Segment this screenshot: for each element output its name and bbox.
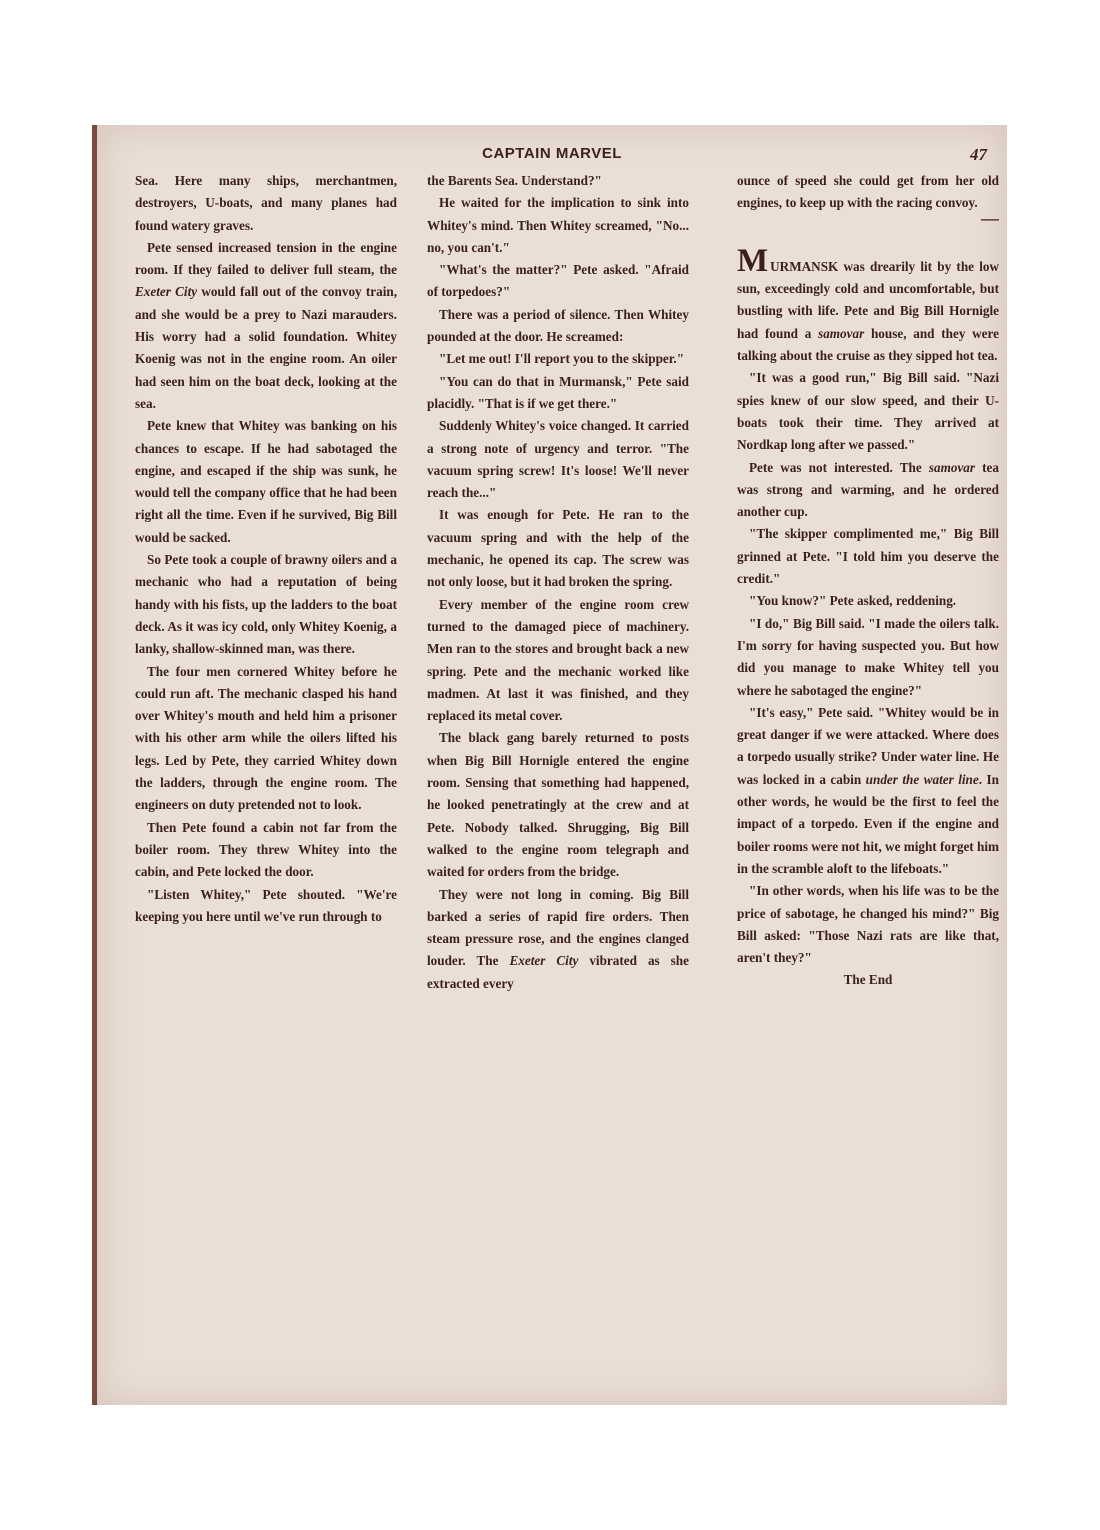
paragraph: He waited for the implication to sink into Whitey's mind. Then Whitey screamed, "No... no, you can't." [427, 195, 689, 255]
paragraph: Pete sensed increased tension in the engine room. If they failed to deliver full steam, the Exeter City would fall out of the convoy train, and she would be a prey to Nazi marauders. His worry had a solid foundation. Whitey Koenig was not in the engine room. An oiler had seen him on the boat deck, looking at the sea. [135, 239, 397, 411]
paragraph: "Listen Whitey," Pete shouted. "We're keeping you here until we've run through to [135, 886, 397, 924]
paragraph: The black gang barely returned to posts when Big Bill Hornigle entered the engine room. Sensing that something had happened, he looked penetratingly at the crew and at Pete. Nobody talked. Shrugging, Big Bill walked to the engine room telegraph and waited for orders from the bridge. [427, 730, 689, 880]
ship-name: Exeter City [135, 284, 198, 300]
paragraph: Pete was not interested. The samovar tea was strong and warming, and he ordered another cup. [737, 459, 999, 520]
ship-name: Exeter City [509, 953, 579, 969]
paragraph: "What's the matter?" Pete asked. "Afraid of torpedoes?" [427, 262, 689, 300]
magazine-page [92, 125, 1007, 1405]
paragraph: Pete knew that Whitey was banking on his chances to escape. If he had sabotaged the engine, and escaped if the ship was sunk, he would tell the company office that he had been right all the time. Even if he survived, Big Bill would be sacked. [135, 418, 397, 545]
paragraph: Sea. Here many ships, merchantmen, destroyers, U-boats, and many planes had found watery graves. [135, 173, 397, 233]
paragraph: "I do," Big Bill said. "I made the oilers talk. I'm sorry for having suspected you. But how did you manage to make Whitey tell you where he sabotaged the engine?" [737, 615, 999, 698]
paragraph: "You can do that in Murmansk," Pete said placidly. "That is if we get there." [427, 373, 689, 411]
paragraph: Every member of the engine room crew turned to the damaged piece of machinery. Men ran to the stores and brought back a new spring. Pete and the mechanic worked like madmen. At last it was finished, and they replaced its metal cover. [427, 596, 689, 724]
paragraph: "The skipper complimented me," Big Bill grinned at Pete. "I told him you deserve the credit." [737, 526, 999, 587]
text-column-1 [135, 170, 397, 1380]
paragraph: "Let me out! I'll report you to the skipper." [439, 351, 685, 367]
running-title: CAPTAIN MARVEL [482, 145, 622, 162]
the-end: The End [843, 972, 893, 988]
paragraph: the Barents Sea. Understand?" [427, 173, 602, 188]
paragraph: ounce of speed she could get from her old engines, to keep up with the racing convoy. [737, 173, 999, 211]
paragraph: So Pete took a couple of brawny oilers and a mechanic who had a reputation of being handy with his fists, up the ladders to the boat deck. As it was icy cold, only Whitey Koenig, a lanky, shallow-skinned man, was there. [135, 552, 397, 657]
paragraph: "It was a good run," Big Bill said. "Nazi spies knew of our slow speed, and their U-boats took their time. They arrived at Nordkap long after we passed." [737, 370, 999, 453]
paragraph: It was enough for Pete. He ran to the vacuum spring and with the help of the mechanic, he opened its cap. The screw was not only loose, but it had broken the spring. [427, 507, 689, 590]
text-column-3 [737, 170, 999, 1380]
text-column-2 [427, 170, 689, 1380]
paragraph: "It's easy," Pete said. "Whitey would be in great danger if we were attacked. Where does a torpedo usually strike? Under water line. He was locked in a cabin under the water line. In other words, he would be the first to feel the impact of a torpedo. Even if the engine and boiler rooms were not hit, we might forget him in the scramble aloft to the lifeboats." [737, 704, 999, 876]
paragraph: The four men cornered Whitey before he could run aft. The mechanic clasped his hand over Whitey's mouth and held him a prisoner with his other arm while the oilers lifted his legs. Led by Pete, they carried Whitey down the ladders, through the engine room. The engineers on duty pretended not to look. [135, 663, 397, 813]
paragraph: Suddenly Whitey's voice changed. It carried a strong note of urgency and terror. "The vacuum spring screw! It's loose! We'll never reach the..." [427, 418, 689, 501]
section-break-dash: — [981, 207, 999, 228]
paragraph: They were not long in coming. Big Bill barked a series of rapid fire orders. Then steam pressure rose, and the engines clanged louder. The Exeter City vibrated as she extracted every [427, 886, 689, 991]
drop-cap: M [737, 242, 769, 279]
paragraph: There was a period of silence. Then Whitey pounded at the door. He screamed: [427, 306, 689, 345]
paragraph: Then Pete found a cabin not far from the boiler room. They threw Whitey into the cabin, and Pete locked the door. [135, 819, 397, 880]
page-number: 47 [970, 145, 987, 164]
paragraph: "In other words, when his life was to be the price of sabotage, he changed his mind?" Big Bill asked: "Those Nazi rats are like that, aren't they?" [737, 883, 999, 966]
paragraph: MURMANSK was drearily lit by the low sun, exceedingly cold and uncomfortable, but bustling with life. Pete and Big Bill Hornigle had found a samovar house, and they were talking about the cruise as they sipped hot tea. [737, 242, 999, 364]
paragraph: "You know?" Pete asked, reddening. [749, 593, 957, 609]
